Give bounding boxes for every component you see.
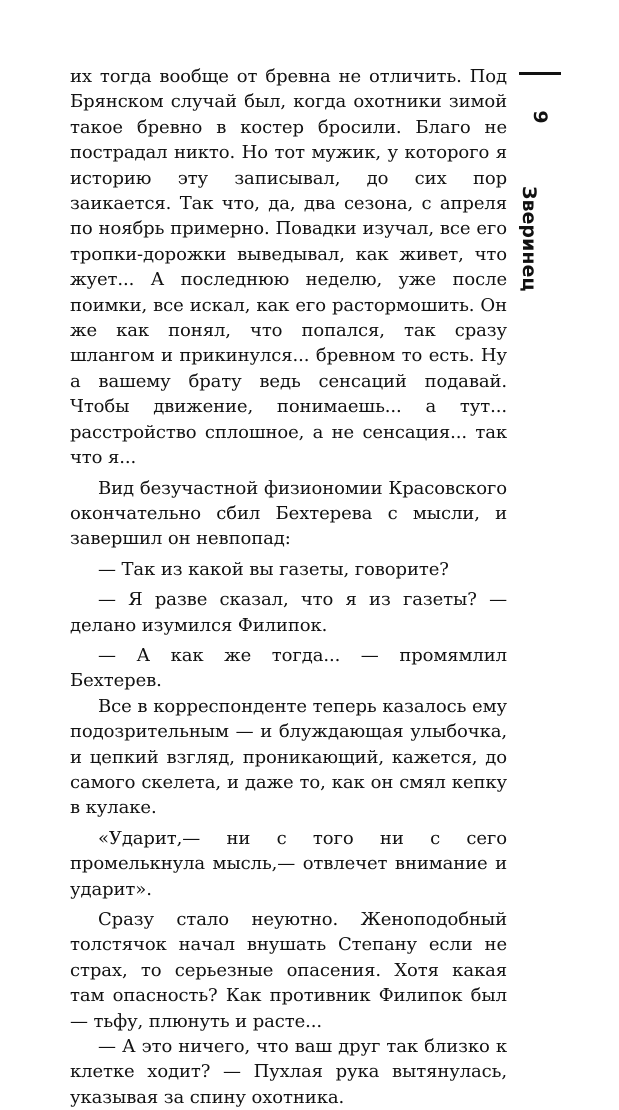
dialogue-line: — Я разве сказал, что я из газеты? — делано изумился Филипок. [70, 589, 507, 636]
paragraph: Сразу стало неуютно. Женоподобный толстячок начал внушать Степану если не страх, то серьезные опасения. Хотя какая там опасность? Как противник Филипок был — тьфу, плюнуть и расте... [70, 909, 507, 1032]
header-rule [519, 72, 561, 75]
dialogue-line: — Так из какой вы газеты, говорите? [98, 558, 449, 580]
paragraph: Вид безучастной физиономии Красовского окончательно сбил Бехтерева с мысли, и завершил он невпопад: [70, 477, 507, 550]
running-title: Зверинец [518, 186, 540, 292]
body-text [70, 64, 507, 1110]
paragraph: их тогда вообще от бревна не отличить. Под Брянском случай был, когда охотники зимой такое бревно в костер бросили. Благо не пострадал никто. Но тот мужик, у которого я историю эту записывал, до сих пор заикается. Так что, да, два сезона, с апреля по ноябрь примерно. Повадки изучал, все его тропки-дорожки выведывал, как живет, что жует... А последнюю неделю, уже после поимки, все искал, как его растормошить. Он же как понял, что попался, так сразу шлангом и прикинулся... бревном то есть. Ну а вашему брату ведь сенсаций подавай. Чтобы движение, понимаешь... а тут... расстройство сплошное, а не сенсация... так что я... [70, 66, 507, 469]
dialogue-line: — А это ничего, что ваш друг так близко к клетке ходит? — Пухлая рука вытянулась, указывая за спину охотника. [70, 1036, 507, 1108]
paragraph: «Ударит,— ни с того ни с сего промелькнула мысль,— отвлечет внимание и ударит». [70, 827, 507, 900]
paragraph: Все в корреспонденте теперь казалось ему подозрительным — и блуждающая улыбочка, и цепкий взгляд, проникающий, кажется, до самого скелета, и даже то, как он смял кепку в кулаке. [70, 695, 507, 819]
dialogue-line: — А как же тогда... — промямлил Бехтерев. [70, 644, 507, 692]
page-number: 9 [529, 110, 551, 124]
